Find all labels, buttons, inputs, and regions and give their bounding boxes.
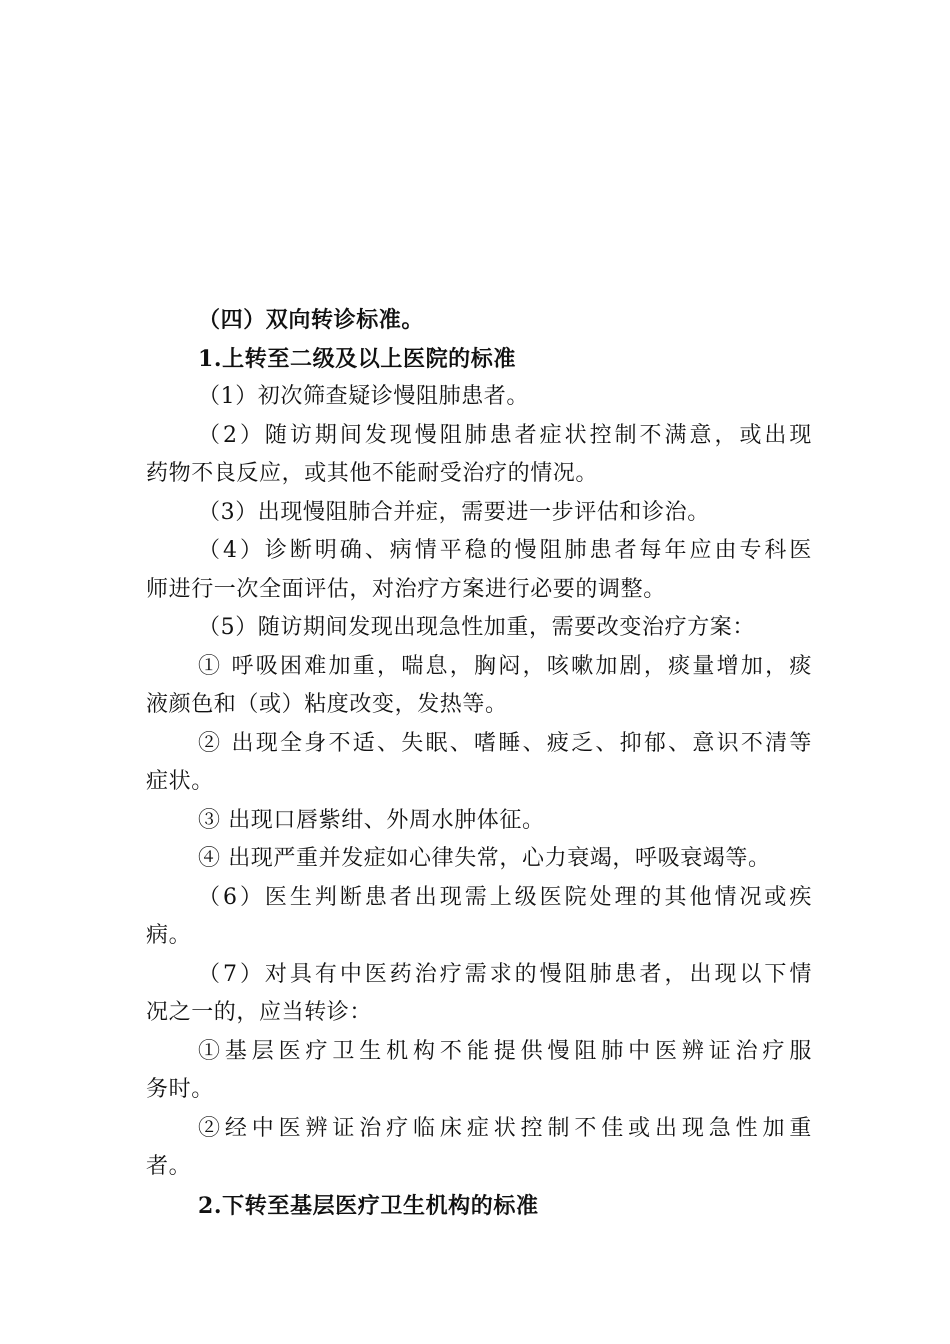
item-4-line-2: 师进行一次全面评估，对治疗方案进行必要的调整。 [146, 576, 666, 602]
item-4-line-1: （4）诊断明确、病情平稳的慢阻肺患者每年应由专科医 [198, 538, 812, 563]
item-7-sub-2-line-1: ②经中医辨证治疗临床症状控制不佳或出现急性加重 [198, 1115, 812, 1141]
item-5-sub-1-line-1: ① 呼吸困难加重，喘息，胸闷，咳嗽加剧，痰量增加，痰 [198, 653, 812, 679]
item-7-line-1: （7）对具有中医药治疗需求的慢阻肺患者，出现以下情 [198, 961, 812, 987]
item-3: （3）出现慢阻肺合并症，需要进一步评估和诊治。 [198, 499, 710, 525]
item-2-line-1: （2）随访期间发现慢阻肺患者症状控制不满意，或出现 [198, 422, 812, 448]
item-1: （1）初次筛查疑诊慢阻肺患者。 [198, 384, 529, 409]
section-heading: （四）双向转诊标准。 [198, 307, 425, 333]
item-5-sub-2-line-2: 症状。 [146, 769, 214, 794]
item-5-sub-3: ③ 出现口唇紫绀、外周水肿体征。 [198, 807, 545, 833]
item-6-line-2: 病。 [146, 923, 192, 948]
sub-heading-downward-referral: 2.下转至基层医疗卫生机构的标准 [198, 1192, 539, 1219]
document-body [146, 301, 812, 1225]
item-7-sub-2-line-2: 者。 [146, 1154, 192, 1179]
item-7-line-2: 况之一的，应当转诊： [146, 1000, 373, 1025]
item-5-sub-2-line-1: ② 出现全身不适、失眠、嗜睡、疲乏、抑郁、意识不清等 [198, 730, 812, 756]
sub-heading-upward-referral: 1.上转至二级及以上医院的标准 [198, 345, 516, 372]
item-5-sub-4: ④ 出现严重并发症如心律失常，心力衰竭，呼吸衰竭等。 [198, 846, 771, 871]
item-7-sub-1-line-2: 务时。 [146, 1077, 214, 1102]
item-6-line-1: （6）医生判断患者出现需上级医院处理的其他情况或疾 [198, 884, 812, 910]
item-5-sub-1-line-2: 液颜色和（或）粘度改变，发热等。 [146, 692, 508, 717]
item-5: （5）随访期间发现出现急性加重，需要改变治疗方案： [198, 615, 755, 640]
item-7-sub-1-line-1: ①基层医疗卫生机构不能提供慢阻肺中医辨证治疗服 [198, 1038, 812, 1064]
item-2-line-2: 药物不良反应，或其他不能耐受治疗的情况。 [146, 461, 599, 486]
